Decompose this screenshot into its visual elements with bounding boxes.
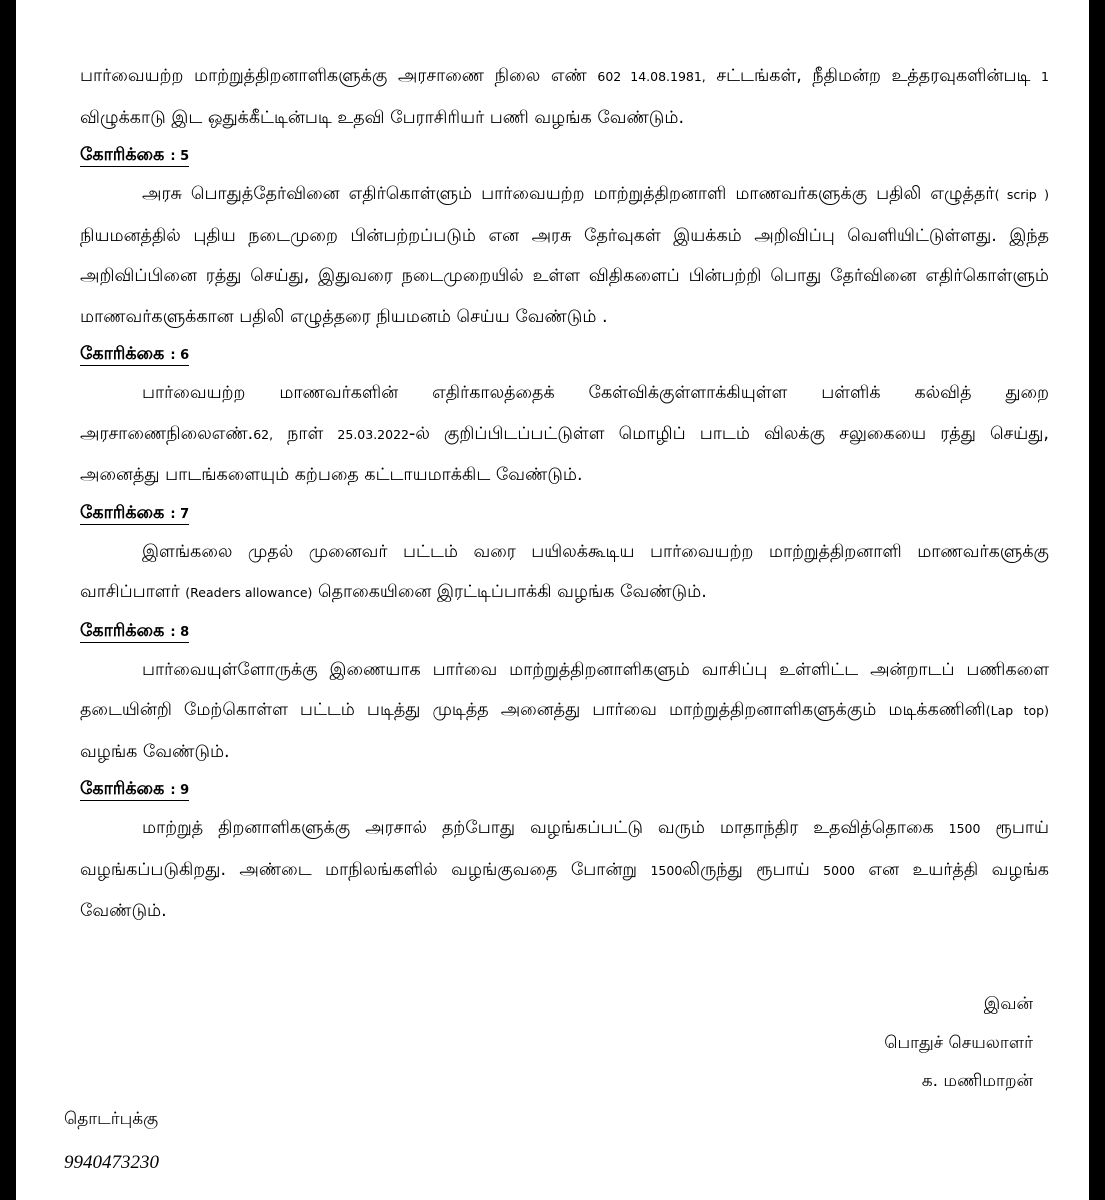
intro-text-3: விழுக்காடு இட ஒதுக்கீட்டின்படி உதவி பேராசிரியர் பணி வழங்க வேண்டும். — [80, 107, 685, 128]
intro-paragraph — [80, 56, 1049, 138]
demand-heading-label: கோரிக்கை — [80, 145, 171, 165]
demand-7-paragraph — [80, 532, 1049, 614]
demand-5-text-1: அரசு பொதுத்தேர்வினை எதிர்கொள்ளும் பார்வையற்ற மாற்றுத்திறனாளி மாணவர்களுக்கு பதிலி எழுத்தர் — [142, 184, 995, 204]
demand-6-date: 25.03.2022 — [337, 426, 409, 442]
signature-closing: இவன் — [983, 994, 1033, 1014]
signature-name: க. மணிமாறன் — [921, 1071, 1033, 1091]
demand-8-text-2: வழங்க வேண்டும். — [80, 741, 230, 762]
demand-9-amount-current: 1500 — [948, 821, 981, 836]
demand-8-text-1: பார்வையுள்ளோருக்கு இணையாக பார்வை மாற்றுத்திறனாளிகளும் வாசிப்பு உள்ளிட்ட அன்றாடப் பணிகளை தடையின்றி மேற்கொள்ள பட்டம் படித்து முடித்த அனைத்து பார்வை மாற்றுத்திறனாளிகளுக்கும் மடிக்கணினி — [80, 659, 1049, 720]
demand-heading-number: : 9 — [170, 783, 190, 798]
demand-8-laptop: (Lap top) — [985, 703, 1049, 718]
intro-percent: 1 — [1041, 69, 1049, 84]
demand-7-readers-allowance: (Readers allowance) — [185, 585, 313, 600]
contact-phone: 9940473230 — [64, 1152, 159, 1173]
demand-heading-number: : 6 — [170, 348, 190, 363]
demand-heading-label: கோரிக்கை — [80, 502, 171, 523]
intro-text-1: பார்வையற்ற மாற்றுத்திறனாளிகளுக்கு அரசாணை நிலை எண் — [80, 66, 598, 86]
demand-9-amount-to: 5000 — [823, 862, 855, 878]
demand-7-text-2: தொகையினை இரட்டிப்பாக்கி வழங்க வேண்டும். — [312, 582, 707, 602]
demand-heading-number: : 7 — [170, 506, 190, 522]
demand-9-paragraph — [80, 808, 1049, 932]
demand-6-paragraph — [80, 373, 1049, 496]
intro-text-2: சட்டங்கள், நீதிமன்ற உத்தரவுகளின்படி — [705, 66, 1042, 86]
demand-9-text-1: மாற்றுத் திறனாளிகளுக்கு அரசால் தற்போது வழங்கப்பட்டு வரும் மாதாந்திர உதவித்தொகை — [142, 818, 949, 838]
demand-9-heading — [80, 772, 1049, 808]
intro-order-number: 602 14.08.1981, — [597, 69, 706, 84]
demand-6-text-2: நாள் — [273, 423, 338, 444]
signature-block — [884, 985, 1033, 1101]
demand-8-paragraph — [80, 650, 1049, 773]
demand-9-text-3: லிருந்து ரூபாய் — [682, 859, 824, 880]
contact-block — [64, 1097, 159, 1185]
demand-5-heading — [80, 138, 1049, 174]
demand-heading-number: : 5 — [170, 149, 190, 164]
demand-5-text-2: நியமனத்தில் புதிய நடைமுறை பின்பற்றப்படும் என அரசு தேர்வுகள் இயக்கம் அறிவிப்பு வெளியிட்டுள்ளது. இந்த அறிவிப்பினை ரத்து செய்து, இதுவரை நடைமுறையில் உள்ள விதிகளைப் பின்பற்றி பொது தேர்வினை எதிர்கொள்ளும் மாணவர்களுக்கான பதிலி எழுத்தரை நியமனம் செய்ய வேண்டும் . — [80, 225, 1049, 327]
demand-8-heading — [80, 614, 1049, 650]
demand-6-order-number: 62, — [253, 426, 274, 442]
signature-designation: பொதுச் செயலாளர் — [884, 1032, 1033, 1053]
demand-9-text-2: ரூபாய் வழங்கப்படுகிறது. அண்டை மாநிலங்களில் வழங்குவதை போன்று — [80, 818, 1049, 880]
demand-7-heading — [80, 496, 1049, 532]
demand-7-text-1: இளங்கலை முதல் முனைவர் பட்டம் வரை பயிலக்கூடிய பார்வையற்ற மாற்றுத்திறனாளி மாணவர்களுக்கு வாசிப்பாளர் — [80, 541, 1049, 602]
demand-5-scrip: ( scrip ) — [994, 187, 1049, 202]
contact-label: தொடர்புக்கு — [64, 1109, 159, 1129]
demand-heading-number: : 8 — [170, 624, 190, 640]
demand-5-paragraph — [80, 174, 1049, 337]
demand-9-text-4: என உயர்த்தி வழங்க வேண்டும். — [80, 859, 1049, 921]
demand-6-text-3: -ல் குறிப்பிடப்பட்டுள்ள மொழிப் பாடம் விலக்கு சலுகையை ரத்து செய்து, அனைத்து பாடங்களையும் கற்பதை கட்டாயமாக்கிட வேண்டும். — [80, 423, 1049, 485]
demand-heading-label: கோரிக்கை — [80, 344, 171, 364]
demand-6-heading — [80, 337, 1049, 373]
demand-heading-label: கோரிக்கை — [80, 779, 171, 799]
demand-6-text-1: பார்வையற்ற மாணவர்களின் எதிர்காலத்தைக் கேள்விக்குள்ளாக்கியுள்ள பள்ளிக் கல்வித் துறை அரசாணைநிலைஎண். — [80, 383, 1049, 444]
demand-heading-label: கோரிக்கை — [80, 620, 171, 641]
demand-9-amount-from: 1500 — [650, 862, 683, 878]
